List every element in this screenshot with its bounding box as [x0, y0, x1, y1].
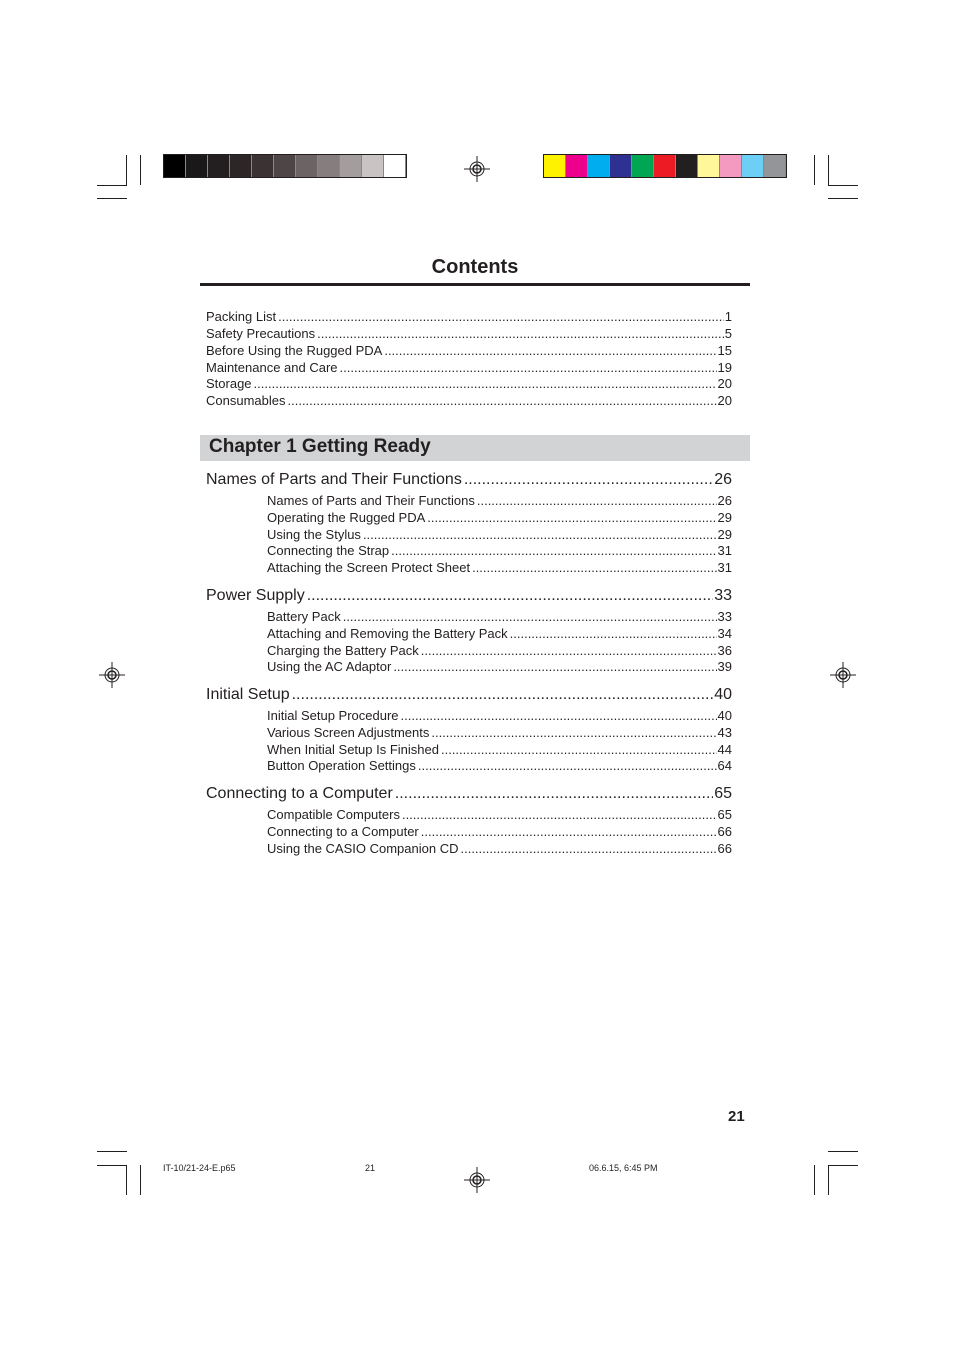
toc-entry-page: 29: [717, 527, 732, 542]
toc-entry-front-matter[interactable]: [206, 343, 732, 360]
registration-mark-icon: [464, 156, 490, 182]
dot-leader: [340, 360, 717, 375]
toc-entry-front-matter[interactable]: [206, 376, 732, 393]
toc-entry-label: When Initial Setup Is Finished: [267, 742, 439, 757]
dot-leader: [477, 493, 717, 508]
toc-entry-subsection[interactable]: [267, 725, 732, 742]
toc-entry-page: 15: [717, 343, 732, 358]
crop-mark: [97, 1165, 127, 1166]
toc-entry-label: Before Using the Rugged PDA: [206, 343, 383, 358]
crop-mark: [97, 185, 127, 186]
dot-leader: [395, 785, 713, 803]
toc-entry-page: 26: [714, 471, 732, 488]
toc-entry-label: Connecting to a Computer: [206, 785, 393, 802]
toc-entry-page: 66: [717, 824, 732, 839]
color-swatch: [610, 155, 632, 177]
toc-entry-subsection[interactable]: [267, 527, 732, 544]
dot-leader: [317, 326, 724, 341]
color-swatch: [654, 155, 676, 177]
dot-leader: [343, 609, 717, 624]
title-rule: [200, 283, 750, 286]
grayscale-calibration-bar: [163, 154, 407, 178]
toc-entry-label: Attaching and Removing the Battery Pack: [267, 626, 508, 641]
toc-entry-page: 36: [717, 643, 732, 658]
toc-entry-label: Using the Stylus: [267, 527, 361, 542]
toc-entry-page: 29: [717, 510, 732, 525]
dot-leader: [384, 343, 716, 358]
toc-entry-page: 20: [717, 393, 732, 408]
toc-entry-subsection[interactable]: [267, 493, 732, 510]
dot-leader: [254, 376, 717, 391]
crop-mark: [828, 185, 858, 186]
color-swatch: [676, 155, 698, 177]
toc-entry-subsection[interactable]: [267, 609, 732, 626]
toc-entry-label: Initial Setup: [206, 686, 290, 703]
dot-leader: [510, 626, 717, 641]
dot-leader: [363, 527, 717, 542]
crop-mark: [126, 1165, 127, 1195]
toc-entry-subsection[interactable]: [267, 659, 732, 676]
toc-entry-page: 33: [714, 587, 732, 604]
footer-page: 21: [365, 1163, 376, 1173]
dot-leader: [402, 807, 717, 822]
toc-entry-page: 20: [717, 376, 732, 391]
color-calibration-bar: [543, 154, 787, 178]
color-swatch: [208, 155, 230, 177]
toc-entry-label: Consumables: [206, 393, 286, 408]
toc-entry-label: Maintenance and Care: [206, 360, 338, 375]
toc-entry-subsection[interactable]: [267, 758, 732, 775]
toc-entry-section[interactable]: [206, 587, 732, 607]
crop-mark: [828, 1165, 829, 1195]
crop-mark: [97, 198, 127, 199]
color-swatch: [384, 155, 406, 177]
color-swatch: [186, 155, 208, 177]
toc-entry-label: Names of Parts and Their Functions: [206, 471, 462, 488]
dot-leader: [460, 841, 716, 856]
dot-leader: [278, 309, 724, 324]
toc-entry-page: 1: [724, 309, 732, 324]
toc-entry-subsection[interactable]: [267, 626, 732, 643]
toc-entry-label: Charging the Battery Pack: [267, 643, 419, 658]
dot-leader: [421, 643, 717, 658]
toc-entry-label: Button Operation Settings: [267, 758, 416, 773]
crop-mark: [828, 198, 858, 199]
crop-mark: [140, 1165, 141, 1195]
color-swatch: [632, 155, 654, 177]
dot-leader: [292, 686, 714, 704]
toc-entry-subsection[interactable]: [267, 841, 732, 858]
registration-mark-icon: [830, 662, 856, 688]
color-swatch: [340, 155, 362, 177]
toc-entry-subsection[interactable]: [267, 510, 732, 527]
toc-entry-page: 31: [717, 543, 732, 558]
toc-entry-subsection[interactable]: [267, 708, 732, 725]
color-swatch: [318, 155, 340, 177]
toc-entry-subsection[interactable]: [267, 742, 732, 759]
color-swatch: [164, 155, 186, 177]
toc-entry-label: Operating the Rugged PDA: [267, 510, 426, 525]
color-swatch: [296, 155, 318, 177]
page-title: Contents: [431, 256, 519, 278]
toc-entry-front-matter[interactable]: [206, 309, 732, 326]
dot-leader: [427, 510, 716, 525]
toc-entry-subsection[interactable]: [267, 807, 732, 824]
crop-mark: [97, 1151, 127, 1152]
toc-entry-label: Connecting the Strap: [267, 543, 390, 558]
toc-entry-label: Attaching the Screen Protect Sheet: [267, 560, 471, 575]
toc-entry-subsection[interactable]: [267, 543, 732, 560]
crop-mark: [828, 1165, 858, 1166]
toc-entry-page: 5: [724, 326, 732, 341]
dot-leader: [401, 708, 717, 723]
toc-entry-page: 64: [717, 758, 732, 773]
toc-entry-page: 43: [717, 725, 732, 740]
dot-leader: [393, 659, 716, 674]
toc-entry-front-matter[interactable]: [206, 360, 732, 377]
toc-entry-page: 39: [717, 659, 732, 674]
dot-leader: [431, 725, 716, 740]
toc-entry-label: Power Supply: [206, 587, 305, 604]
dot-leader: [472, 560, 716, 575]
toc-entry-page: 65: [714, 785, 732, 802]
color-swatch: [588, 155, 610, 177]
crop-mark: [828, 1151, 858, 1152]
toc-entry-page: 44: [717, 742, 732, 757]
color-swatch: [274, 155, 296, 177]
crop-mark: [828, 155, 829, 185]
registration-mark-icon: [99, 662, 125, 688]
toc-entry-label: Packing List: [206, 309, 277, 324]
toc-entry-section[interactable]: [206, 471, 732, 491]
color-swatch: [362, 155, 384, 177]
toc-entry-label: Compatible Computers: [267, 807, 400, 822]
toc-entry-label: Safety Precautions: [206, 326, 316, 341]
toc-entry-label: Various Screen Adjustments: [267, 725, 430, 740]
chapter-heading-band: [200, 435, 750, 461]
color-swatch: [764, 155, 786, 177]
toc-entry-page: 26: [717, 493, 732, 508]
toc-entry-subsection[interactable]: [267, 560, 732, 577]
toc-entry-page: 65: [717, 807, 732, 822]
chapter-heading: Chapter 1 Getting Ready: [209, 436, 431, 457]
toc-entry-front-matter[interactable]: [206, 393, 732, 410]
color-swatch: [566, 155, 588, 177]
toc-entry-label: Names of Parts and Their Functions: [267, 493, 475, 508]
dot-leader: [418, 758, 717, 773]
crop-mark: [126, 155, 127, 185]
dot-leader: [441, 742, 717, 757]
toc-entry-label: Using the AC Adaptor: [267, 659, 392, 674]
crop-mark: [814, 1165, 815, 1195]
toc-entry-page: 40: [714, 686, 732, 703]
dot-leader: [307, 587, 713, 605]
toc-entry-page: 31: [717, 560, 732, 575]
toc-entry-page: 66: [717, 841, 732, 856]
color-swatch: [742, 155, 764, 177]
dot-leader: [421, 824, 717, 839]
color-swatch: [698, 155, 720, 177]
toc-entry-subsection[interactable]: [267, 824, 732, 841]
crop-mark: [140, 155, 141, 185]
toc-entry-label: Storage: [206, 376, 252, 391]
dot-leader: [288, 393, 717, 408]
dot-leader: [464, 471, 713, 489]
dot-leader: [391, 543, 716, 558]
registration-mark-icon: [464, 1167, 490, 1193]
toc-entry-section[interactable]: [206, 785, 732, 805]
color-swatch: [230, 155, 252, 177]
toc-entry-label: Using the CASIO Companion CD: [267, 841, 459, 856]
toc-entry-subsection[interactable]: [267, 643, 732, 660]
toc-entry-section[interactable]: [206, 686, 732, 706]
toc-entry-page: 19: [717, 360, 732, 375]
footer-timestamp: 06.6.15, 6:45 PM: [589, 1163, 658, 1173]
toc-entry-page: 40: [717, 708, 732, 723]
crop-mark: [814, 155, 815, 185]
page-number: 21: [728, 1108, 745, 1125]
toc-entry-label: Connecting to a Computer: [267, 824, 419, 839]
color-swatch: [720, 155, 742, 177]
toc-entry-page: 34: [717, 626, 732, 641]
color-swatch: [544, 155, 566, 177]
footer-file: IT-10/21-24-E.p65: [163, 1163, 236, 1173]
toc-entry-front-matter[interactable]: [206, 326, 732, 343]
toc-entry-label: Battery Pack: [267, 609, 341, 624]
toc-entry-label: Initial Setup Procedure: [267, 708, 399, 723]
color-swatch: [252, 155, 274, 177]
toc-entry-page: 33: [717, 609, 732, 624]
